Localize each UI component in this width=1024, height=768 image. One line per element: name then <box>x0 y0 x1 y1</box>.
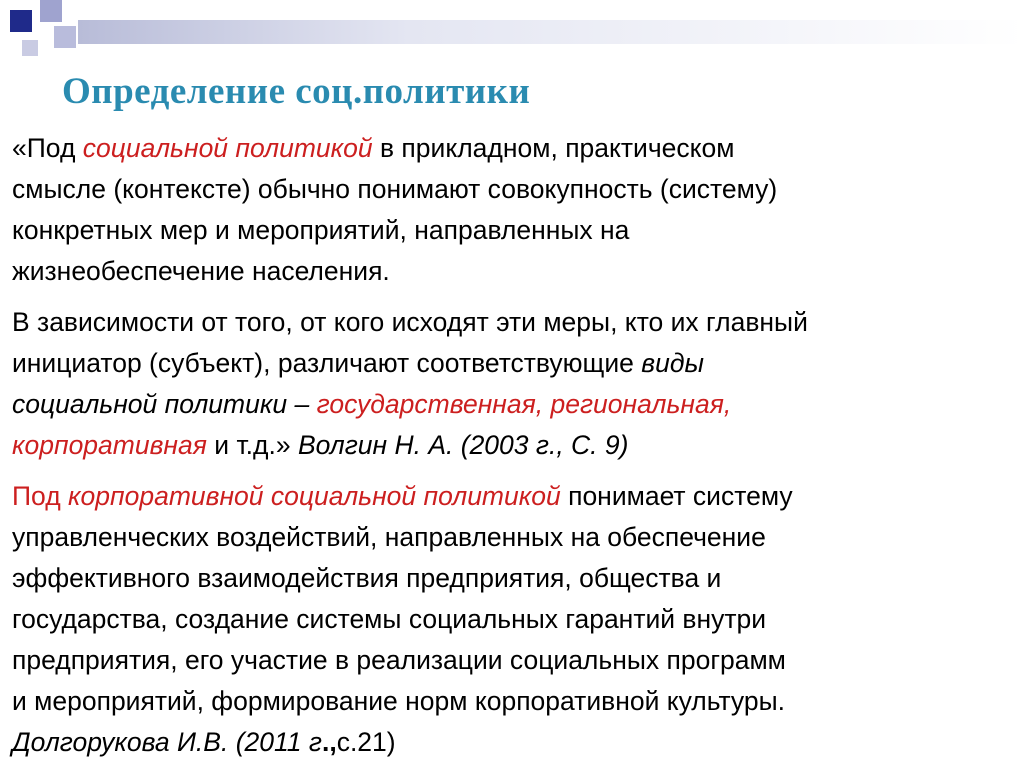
deco-square-lavender <box>22 40 38 56</box>
term-highlight: государственная, региональная, <box>316 389 732 419</box>
paragraph-corporate <box>12 476 1024 763</box>
text-line: управленческих воздействий, направленных на обеспечение <box>12 522 766 552</box>
paragraph-types <box>12 302 1024 466</box>
deco-square-navy <box>10 10 32 32</box>
text-line: и мероприятий, формирование норм корпоративной культуры. <box>12 686 786 716</box>
slide-title: Определение соц.политики <box>62 71 531 112</box>
text-red: Под <box>12 481 69 511</box>
deco-square-lavender <box>54 26 76 48</box>
citation: Волгин Н. А. (2003 г., С. 9) <box>297 430 629 460</box>
text: и т.д.» <box>206 430 298 460</box>
term-highlight: корпоративной социальной политикой <box>68 481 561 511</box>
deco-square-lavender <box>40 0 62 22</box>
text-line: эффективного взаимодействия предприятия, общества и <box>12 563 722 593</box>
text-line: предприятия, его участие в реализации социальных программ <box>12 645 786 675</box>
term-highlight: социальной политикой <box>82 133 373 163</box>
header-gradient-bar <box>78 20 1024 44</box>
term-highlight: корпоративная <box>12 430 207 460</box>
citation-page: с.21) <box>336 727 396 757</box>
text-line: конкретных мер и мероприятий, направленных на <box>12 215 630 245</box>
citation-punct: ., <box>321 727 337 757</box>
citation-author: Долгорукова И.В. (2011 г <box>12 727 322 757</box>
text-line: государства, создание системы социальных гарантий внутри <box>12 604 767 634</box>
text: социальной политики – <box>12 389 317 419</box>
text-line: жизнеобеспечение населения. <box>12 256 390 286</box>
citation <box>12 722 1024 763</box>
paragraph-definition <box>12 128 1024 292</box>
text: «Под <box>12 133 83 163</box>
text: в прикладном, практическом <box>372 133 735 163</box>
text: понимает систему <box>560 481 793 511</box>
text-line: смысле (контексте) обычно понимают совокупность (систему) <box>12 174 778 204</box>
text: инициатор (субъект), различают соответствующие <box>12 348 642 378</box>
slide-body <box>12 128 1024 763</box>
text-line: В зависимости от того, от кого исходят эти меры, кто их главный <box>12 307 808 337</box>
term-italic: виды <box>641 348 704 378</box>
